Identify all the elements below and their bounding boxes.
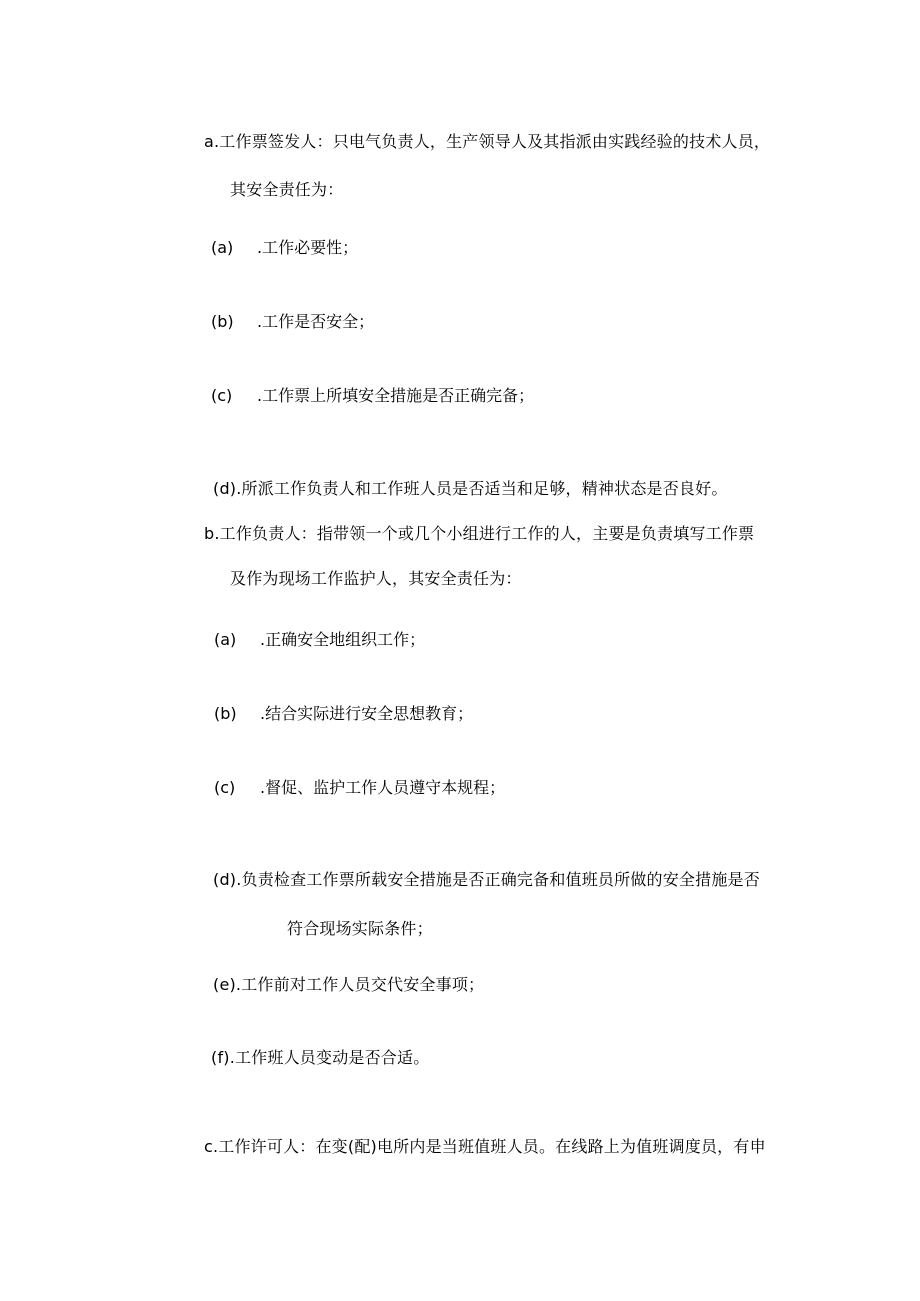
- item-marker: (a): [211, 238, 234, 257]
- section-b-heading-cont: 及作为现场工作监护人，其安全责任为：: [230, 569, 522, 588]
- section-b-item-f: (f).工作班人员变动是否合适。: [211, 1048, 430, 1067]
- item-text: .工作票上所填安全措施是否正确完备；: [257, 386, 535, 405]
- section-b-item-d-cont: 符合现场实际条件；: [287, 919, 433, 938]
- item-text: .结合实际进行安全思想教育；: [260, 704, 474, 723]
- section-c-heading: c.工作许可人：在变(配)电所内是当班值班人员。在线路上为值班调度员，有申: [204, 1137, 766, 1156]
- item-marker: (c): [214, 778, 236, 797]
- section-b-item-d: (d).负责检查工作票所载安全措施是否正确完备和值班员所做的安全措施是否: [213, 870, 760, 889]
- section-a-item-d: (d).所派工作负责人和工作班人员是否适当和足够，精神状态是否良好。: [213, 479, 728, 498]
- section-a-heading-cont: 其安全责任为：: [230, 180, 344, 199]
- item-text: .督促、监护工作人员遵守本规程；: [260, 778, 506, 797]
- item-marker: (a): [214, 630, 237, 649]
- item-text: .工作是否安全；: [257, 312, 375, 331]
- item-text: .正确安全地组织工作；: [260, 630, 426, 649]
- item-marker: (b): [211, 312, 234, 331]
- item-marker: (b): [214, 704, 237, 723]
- section-a-heading: a.工作票签发人：只电气负责人，生产领导人及其指派由实践经验的技术人员，: [204, 132, 771, 151]
- item-text: .工作必要性；: [257, 238, 359, 257]
- section-b-heading: b.工作负责人：指带领一个或几个小组进行工作的人，主要是负责填写工作票: [204, 524, 755, 543]
- item-marker: (c): [211, 386, 233, 405]
- section-b-item-e: (e).工作前对工作人员交代安全事项；: [213, 975, 485, 994]
